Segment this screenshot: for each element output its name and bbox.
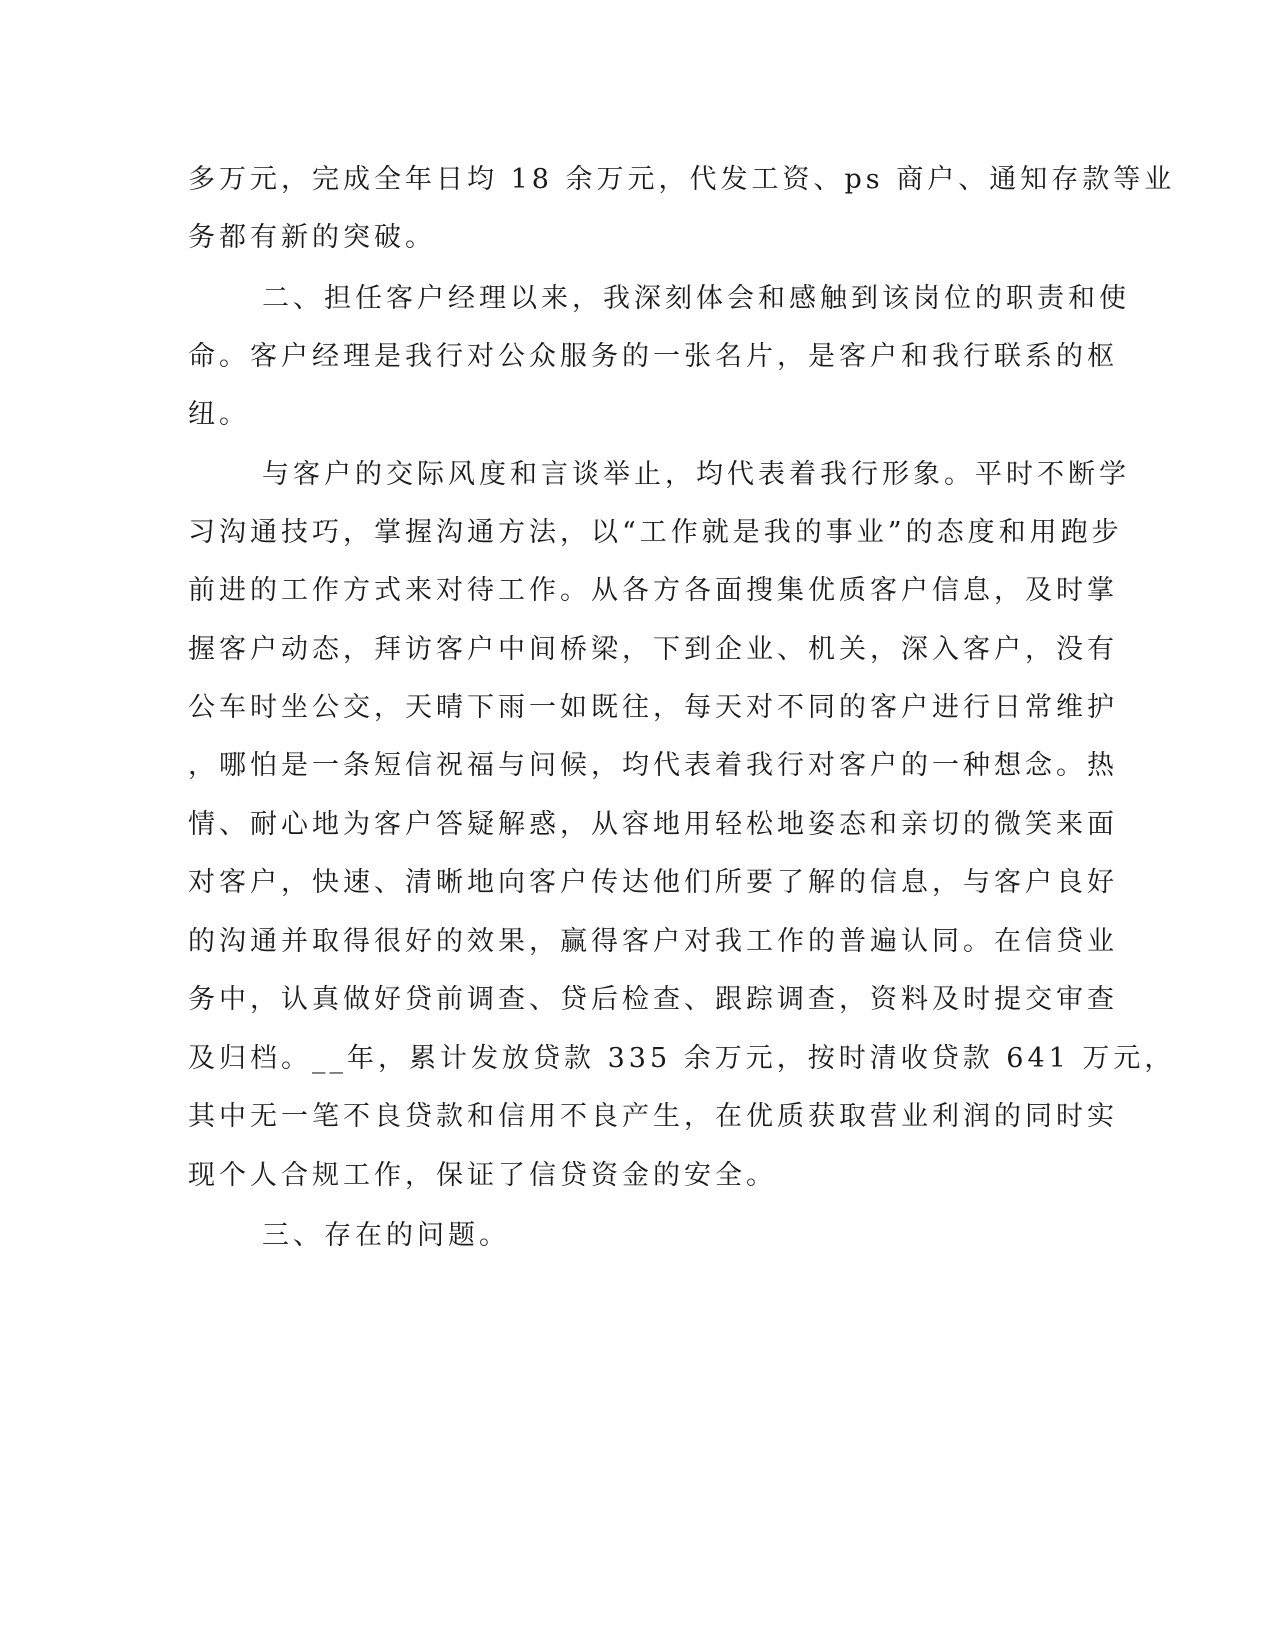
text-line: 及归档。__年，累计发放贷款 335 余万元，按时清收贷款 641 万元， xyxy=(188,1043,1176,1074)
text-line: 务都有新的突破。 xyxy=(188,222,436,253)
text-line: ，哪怕是一条短信祝福与问候，均代表着我行对客户的一种想念。热 xyxy=(188,750,1118,781)
text-line: 现个人合规工作，保证了信贷资金的安全。 xyxy=(188,1160,777,1191)
paragraph-heading: 二、担任客户经理以来，我深刻体会和感触到该岗位的职责和使 xyxy=(262,283,1130,314)
paragraph-start: 与客户的交际风度和言谈举止，均代表着我行形象。平时不断学 xyxy=(262,459,1130,490)
text-line: 纽。 xyxy=(188,399,250,430)
text-line: 命。客户经理是我行对公众服务的一张名片，是客户和我行联系的枢 xyxy=(188,341,1118,372)
text-line: 前进的工作方式来对待工作。从各方各面搜集优质客户信息，及时掌 xyxy=(188,575,1118,606)
text-line: 情、耐心地为客户答疑解惑，从容地用轻松地姿态和亲切的微笑来面 xyxy=(188,809,1118,840)
text-line: 握客户动态，拜访客户中间桥梁，下到企业、机关，深入客户，没有 xyxy=(188,634,1118,665)
text-line: 对客户，快速、清晰地向客户传达他们所要了解的信息，与客户良好 xyxy=(188,867,1118,898)
text-line: 公车时坐公交，天晴下雨一如既往，每天对不同的客户进行日常维护 xyxy=(188,692,1118,723)
section-heading: 三、存在的问题。 xyxy=(262,1220,510,1251)
text-line: 的沟通并取得很好的效果，赢得客户对我工作的普遍认同。在信贷业 xyxy=(188,926,1118,957)
text-line: 务中，认真做好贷前调查、贷后检查、跟踪调查，资料及时提交审查 xyxy=(188,984,1118,1015)
text-line: 习沟通技巧，掌握沟通方法，以“工作就是我的事业”的态度和用跑步 xyxy=(188,517,1123,548)
text-line: 其中无一笔不良贷款和信用不良产生，在优质获取营业利润的同时实 xyxy=(188,1101,1118,1132)
text-line: 多万元，完成全年日均 18 余万元，代发工资、ps 商户、通知存款等业 xyxy=(188,164,1176,195)
